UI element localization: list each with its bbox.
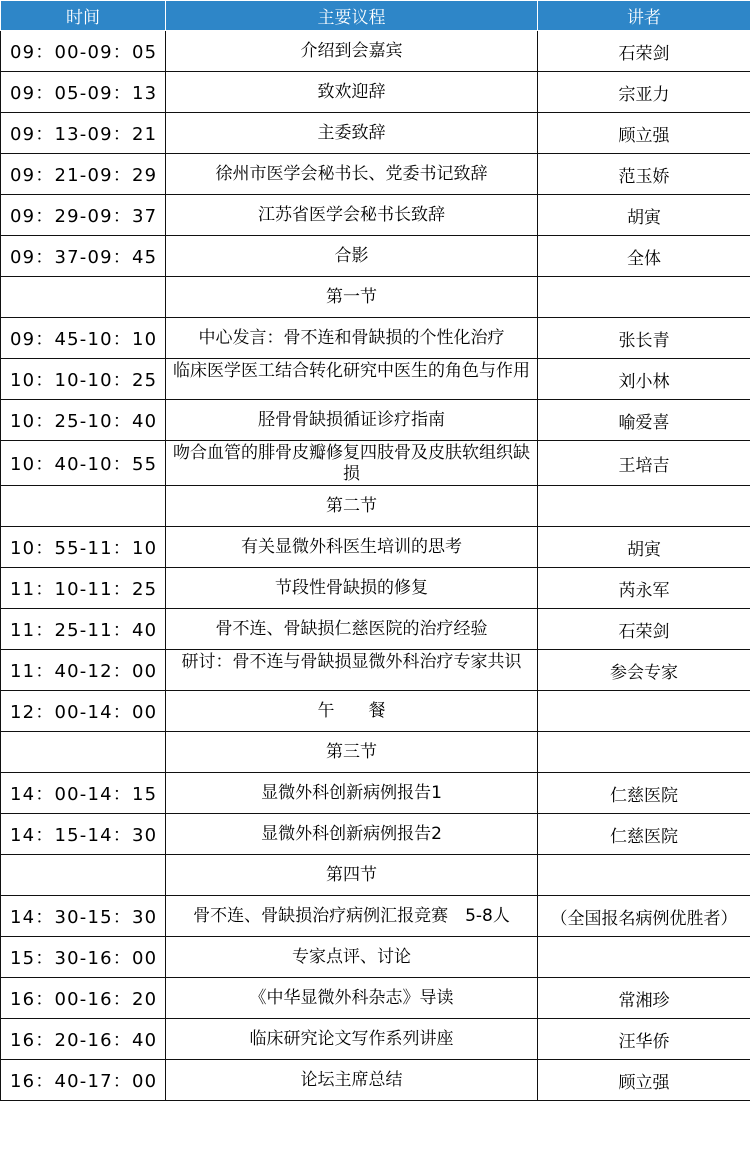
topic-cell: 致欢迎辞 bbox=[166, 72, 538, 113]
topic-cell: 显微外科创新病例报告1 bbox=[166, 773, 538, 814]
speaker-cell: 喻爱喜 bbox=[538, 400, 750, 441]
speaker-cell: 范玉娇 bbox=[538, 154, 750, 195]
table-row bbox=[1, 486, 750, 527]
speaker-cell: 胡寅 bbox=[538, 527, 750, 568]
table-row bbox=[1, 896, 750, 937]
table-row bbox=[1, 773, 750, 814]
time-cell bbox=[1, 486, 166, 527]
table-row bbox=[1, 236, 750, 277]
topic-cell: 节段性骨缺损的修复 bbox=[166, 568, 538, 609]
time-cell: 16：00-16：20 bbox=[1, 978, 166, 1019]
topic-cell: 显微外科创新病例报告2 bbox=[166, 814, 538, 855]
time-cell bbox=[1, 732, 166, 773]
time-cell: 10：25-10：40 bbox=[1, 400, 166, 441]
header-topic: 主要议程 bbox=[166, 1, 538, 31]
topic-cell: 午 餐 bbox=[166, 691, 538, 732]
table-row bbox=[1, 113, 750, 154]
topic-cell: 中心发言：骨不连和骨缺损的个性化治疗 bbox=[166, 318, 538, 359]
speaker-cell: 汪华侨 bbox=[538, 1019, 750, 1060]
table-row bbox=[1, 31, 750, 72]
topic-cell: 胫骨骨缺损循证诊疗指南 bbox=[166, 400, 538, 441]
time-cell: 11：10-11：25 bbox=[1, 568, 166, 609]
time-cell: 09：37-09：45 bbox=[1, 236, 166, 277]
time-cell: 10：40-10：55 bbox=[1, 441, 166, 486]
topic-cell: 主委致辞 bbox=[166, 113, 538, 154]
speaker-cell: 芮永军 bbox=[538, 568, 750, 609]
table-row bbox=[1, 441, 750, 486]
table-row bbox=[1, 1019, 750, 1060]
topic-cell: 第三节 bbox=[166, 732, 538, 773]
speaker-cell: 胡寅 bbox=[538, 195, 750, 236]
header-row bbox=[1, 1, 750, 31]
table-row bbox=[1, 814, 750, 855]
speaker-cell: 顾立强 bbox=[538, 113, 750, 154]
table-row bbox=[1, 72, 750, 113]
speaker-cell bbox=[538, 277, 750, 318]
time-cell: 11：25-11：40 bbox=[1, 609, 166, 650]
speaker-cell: （全国报名病例优胜者） bbox=[538, 896, 750, 937]
topic-cell: 第二节 bbox=[166, 486, 538, 527]
speaker-cell: 仁慈医院 bbox=[538, 773, 750, 814]
time-cell: 09：21-09：29 bbox=[1, 154, 166, 195]
topic-cell: 研讨：骨不连与骨缺损显微外科治疗专家共识 bbox=[166, 650, 538, 691]
topic-cell: 江苏省医学会秘书长致辞 bbox=[166, 195, 538, 236]
speaker-cell: 王培吉 bbox=[538, 441, 750, 486]
time-cell: 10：10-10：25 bbox=[1, 359, 166, 400]
topic-cell: 骨不连、骨缺损治疗病例汇报竞赛 5-8人 bbox=[166, 896, 538, 937]
time-cell: 16：40-17：00 bbox=[1, 1060, 166, 1101]
time-cell: 09：13-09：21 bbox=[1, 113, 166, 154]
table-row bbox=[1, 609, 750, 650]
table-row bbox=[1, 195, 750, 236]
time-cell: 09：00-09：05 bbox=[1, 31, 166, 72]
table-row bbox=[1, 154, 750, 195]
topic-cell: 徐州市医学会秘书长、党委书记致辞 bbox=[166, 154, 538, 195]
header-time: 时间 bbox=[1, 1, 166, 31]
topic-cell: 论坛主席总结 bbox=[166, 1060, 538, 1101]
table-row bbox=[1, 855, 750, 896]
speaker-cell bbox=[538, 691, 750, 732]
speaker-cell bbox=[538, 937, 750, 978]
speaker-cell: 常湘珍 bbox=[538, 978, 750, 1019]
time-cell bbox=[1, 855, 166, 896]
time-cell: 14：15-14：30 bbox=[1, 814, 166, 855]
speaker-cell bbox=[538, 732, 750, 773]
topic-cell: 介绍到会嘉宾 bbox=[166, 31, 538, 72]
table-row bbox=[1, 568, 750, 609]
table-row bbox=[1, 937, 750, 978]
speaker-cell bbox=[538, 486, 750, 527]
time-cell: 11：40-12：00 bbox=[1, 650, 166, 691]
topic-cell: 第四节 bbox=[166, 855, 538, 896]
topic-cell: 《中华显微外科杂志》导读 bbox=[166, 978, 538, 1019]
table-row bbox=[1, 400, 750, 441]
speaker-cell: 仁慈医院 bbox=[538, 814, 750, 855]
topic-cell: 临床研究论文写作系列讲座 bbox=[166, 1019, 538, 1060]
speaker-cell: 参会专家 bbox=[538, 650, 750, 691]
table-row bbox=[1, 650, 750, 691]
table-row bbox=[1, 318, 750, 359]
topic-cell: 专家点评、讨论 bbox=[166, 937, 538, 978]
speaker-cell: 宗亚力 bbox=[538, 72, 750, 113]
time-cell: 12：00-14：00 bbox=[1, 691, 166, 732]
time-cell: 10：55-11：10 bbox=[1, 527, 166, 568]
time-cell: 14：30-15：30 bbox=[1, 896, 166, 937]
table-row bbox=[1, 732, 750, 773]
speaker-cell: 石荣剑 bbox=[538, 609, 750, 650]
time-cell: 09：29-09：37 bbox=[1, 195, 166, 236]
topic-cell: 骨不连、骨缺损仁慈医院的治疗经验 bbox=[166, 609, 538, 650]
table-row bbox=[1, 978, 750, 1019]
table-row bbox=[1, 359, 750, 400]
speaker-cell: 全体 bbox=[538, 236, 750, 277]
topic-cell: 吻合血管的腓骨皮瓣修复四肢骨及皮肤软组织缺损 bbox=[166, 441, 538, 486]
header-speaker: 讲者 bbox=[538, 1, 750, 31]
topic-cell: 合影 bbox=[166, 236, 538, 277]
time-cell: 16：20-16：40 bbox=[1, 1019, 166, 1060]
time-cell: 14：00-14：15 bbox=[1, 773, 166, 814]
topic-cell: 第一节 bbox=[166, 277, 538, 318]
speaker-cell: 张长青 bbox=[538, 318, 750, 359]
table-row bbox=[1, 691, 750, 732]
time-cell: 15：30-16：00 bbox=[1, 937, 166, 978]
table-row bbox=[1, 1060, 750, 1101]
topic-cell: 有关显微外科医生培训的思考 bbox=[166, 527, 538, 568]
time-cell: 09：45-10：10 bbox=[1, 318, 166, 359]
speaker-cell: 刘小林 bbox=[538, 359, 750, 400]
speaker-cell bbox=[538, 855, 750, 896]
speaker-cell: 顾立强 bbox=[538, 1060, 750, 1101]
speaker-cell: 石荣剑 bbox=[538, 31, 750, 72]
table-row bbox=[1, 277, 750, 318]
table-row bbox=[1, 527, 750, 568]
time-cell: 09：05-09：13 bbox=[1, 72, 166, 113]
time-cell bbox=[1, 277, 166, 318]
topic-cell: 临床医学医工结合转化研究中医生的角色与作用 bbox=[166, 359, 538, 400]
